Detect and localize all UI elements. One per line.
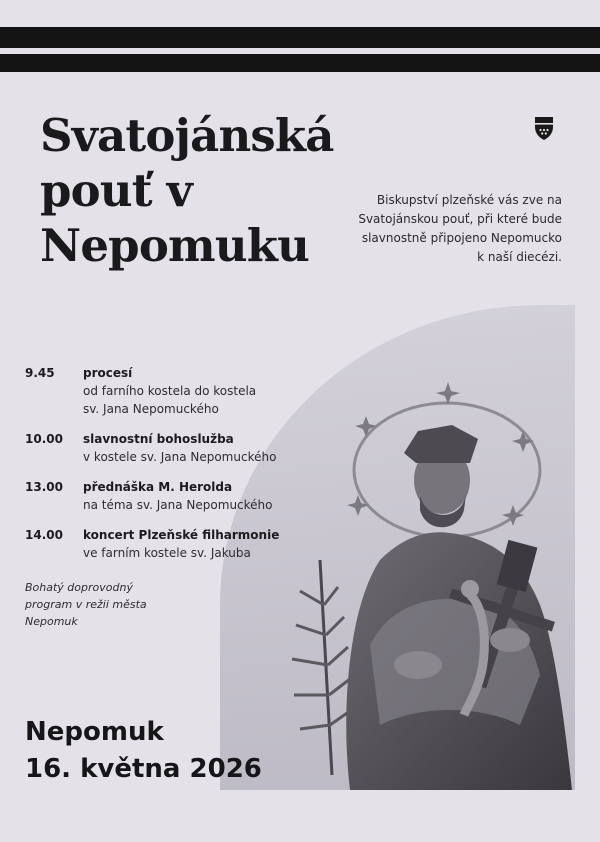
event-name: procesí: [83, 366, 133, 380]
event-description: sv. Jana Nepomuckého: [83, 402, 219, 416]
event-title: [40, 108, 360, 273]
title-line: Nepomuku: [40, 219, 310, 272]
note-line: Bohatý doprovodný: [25, 581, 133, 594]
event-time: 14.00: [25, 528, 63, 542]
intro-line: Biskupství plzeňské vás zve na: [376, 193, 562, 207]
schedule-item: [25, 364, 325, 418]
intro-line: k naší diecézi.: [477, 250, 562, 264]
event-time: 9.45: [25, 366, 55, 380]
event-name: přednáška M. Herolda: [83, 480, 233, 494]
event-description: od farního kostela do kostela: [83, 384, 257, 398]
note-line: Nepomuk: [25, 615, 78, 628]
intro-line: Svatojánskou pouť, při které bude: [358, 212, 562, 226]
event-description: na téma sv. Jana Nepomuckého: [83, 498, 273, 512]
event-place: Nepomuk: [25, 717, 164, 747]
schedule-item: [25, 478, 325, 514]
program-note: [25, 579, 185, 630]
title-line: pouť v: [40, 164, 192, 217]
event-name: slavnostní bohoslužba: [83, 432, 234, 446]
note-line: program v režii města: [25, 598, 147, 611]
event-name: koncert Plzeňské filharmonie: [83, 528, 280, 542]
event-description: ve farním kostele sv. Jakuba: [83, 546, 251, 560]
event-date: 16. května 2026: [25, 754, 262, 784]
event-time: 10.00: [25, 432, 63, 446]
top-bar-2: [0, 54, 600, 72]
schedule: [25, 364, 325, 574]
event-place-date: [25, 714, 325, 788]
coat-of-arms-icon: [534, 116, 554, 141]
event-time: 13.00: [25, 480, 63, 494]
title-line: Svatojánská: [40, 109, 334, 162]
intro-line: slavnostně připojeno Nepomucko: [361, 231, 562, 245]
schedule-item: [25, 430, 325, 466]
top-bar-1: [0, 27, 600, 48]
intro-text: [340, 191, 562, 267]
schedule-item: [25, 526, 325, 562]
event-description: v kostele sv. Jana Nepomuckého: [83, 450, 277, 464]
